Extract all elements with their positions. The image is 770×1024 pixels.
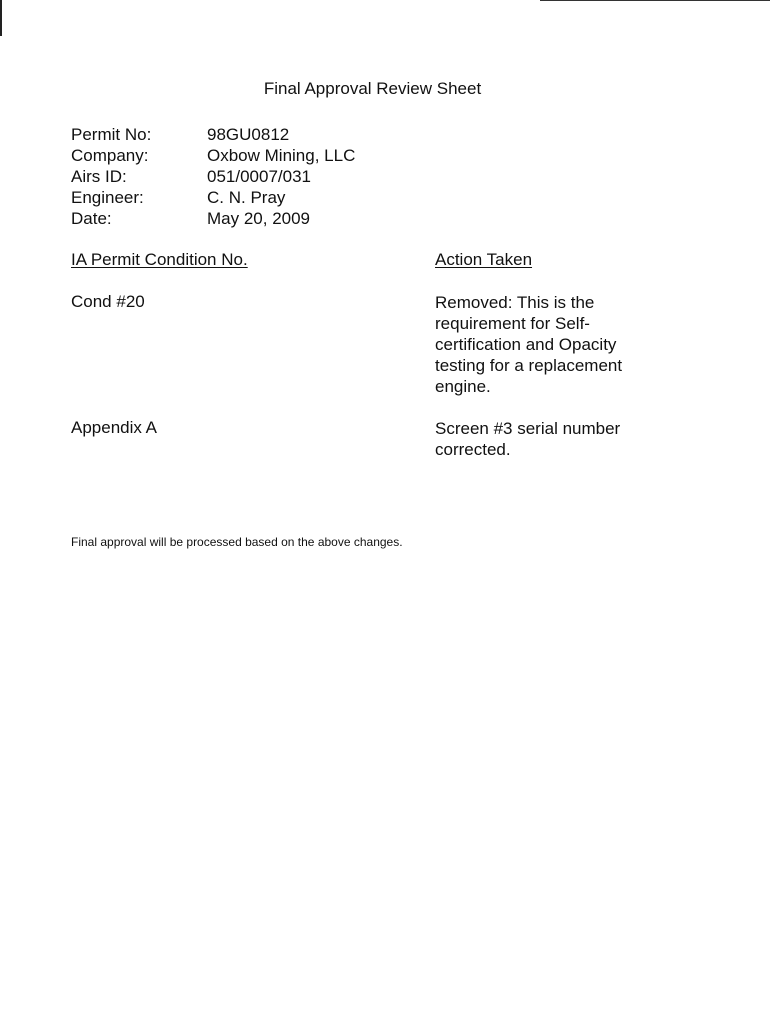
company-label: Company: [71, 146, 149, 165]
date-value: May 20, 2009 [207, 209, 311, 228]
date-label: Date: [71, 209, 112, 228]
engineer-value: C. N. Pray [207, 188, 286, 207]
permit-no-label: Permit No: [71, 125, 152, 144]
permit-no-value: 98GU0812 [207, 125, 290, 144]
row-condition-1: Cond #20 [71, 292, 145, 311]
row-action-2: Screen #3 serial number corrected. [435, 419, 621, 459]
airs-id-value: 051/0007/031 [207, 167, 311, 186]
scan-edge-top [540, 0, 770, 1]
engineer-label: Engineer: [71, 188, 144, 207]
condition-column-header: IA Permit Condition No. [71, 250, 248, 269]
airs-id-label: Airs ID: [71, 167, 127, 186]
row-action-1: Removed: This is the requirement for Self-certification and Opacity testing for a replacement engine. [435, 293, 623, 396]
field-labels [71, 124, 151, 229]
document-title: Final Approval Review Sheet [263, 79, 482, 98]
action-column-header: Action Taken [435, 250, 533, 269]
company-value: Oxbow Mining, LLC [207, 146, 356, 165]
footer-note: Final approval will be processed based on the above changes. [71, 535, 403, 549]
row-condition-2: Appendix A [71, 418, 158, 437]
field-values [207, 124, 355, 229]
scan-edge-left [0, 0, 2, 36]
